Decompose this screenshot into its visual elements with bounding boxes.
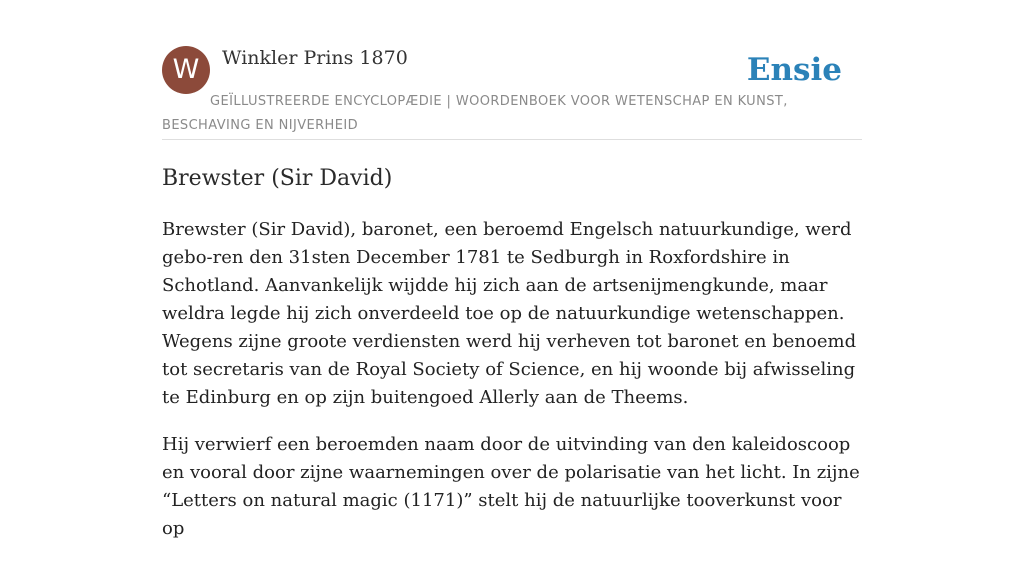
- site-subtitle: GEÏLLUSTREERDE ENCYCLOPÆDIE | WOORDENBOEK VOOR WETENSCHAP EN KUNST, BESCHAVING EN NIJVERHEID: [162, 94, 788, 133]
- avatar[interactable]: W: [162, 46, 210, 94]
- brand-logo[interactable]: Ensie: [746, 52, 842, 88]
- article-body: [162, 216, 862, 562]
- article-paragraph: Hij verwierf een beroemden naam door de uitvinding van den kaleidoscoop en vooral door zijne waarnemingen over de polarisatie van het licht. In zijne “Letters on natural magic (1171)” stelt hij de natuurlijke tooverkunst voor op: [162, 434, 860, 539]
- article-title: Brewster (Sir David): [162, 166, 393, 191]
- site-title[interactable]: Winkler Prins 1870: [222, 47, 408, 69]
- article-paragraph: Brewster (Sir David), baronet, een beroemd Engelsch natuurkundige, werd gebo-ren den 31sten December 1781 te Sedburgh in Roxfordshire in Schotland. Aanvankelijk wijdde hij zich aan de artsenijmengkunde, maar weldra legde hij zich onverdeeld toe op de natuurkundige wetenschappen. Wegens zijne groote verdiensten werd hij verheven tot baronet en benoemd tot secretaris van de Royal Society of Science, en hij woonde bij afwisseling te Edinburg en op zijn buitengoed Allerly aan de Theems.: [162, 219, 857, 408]
- header-divider: [162, 139, 862, 140]
